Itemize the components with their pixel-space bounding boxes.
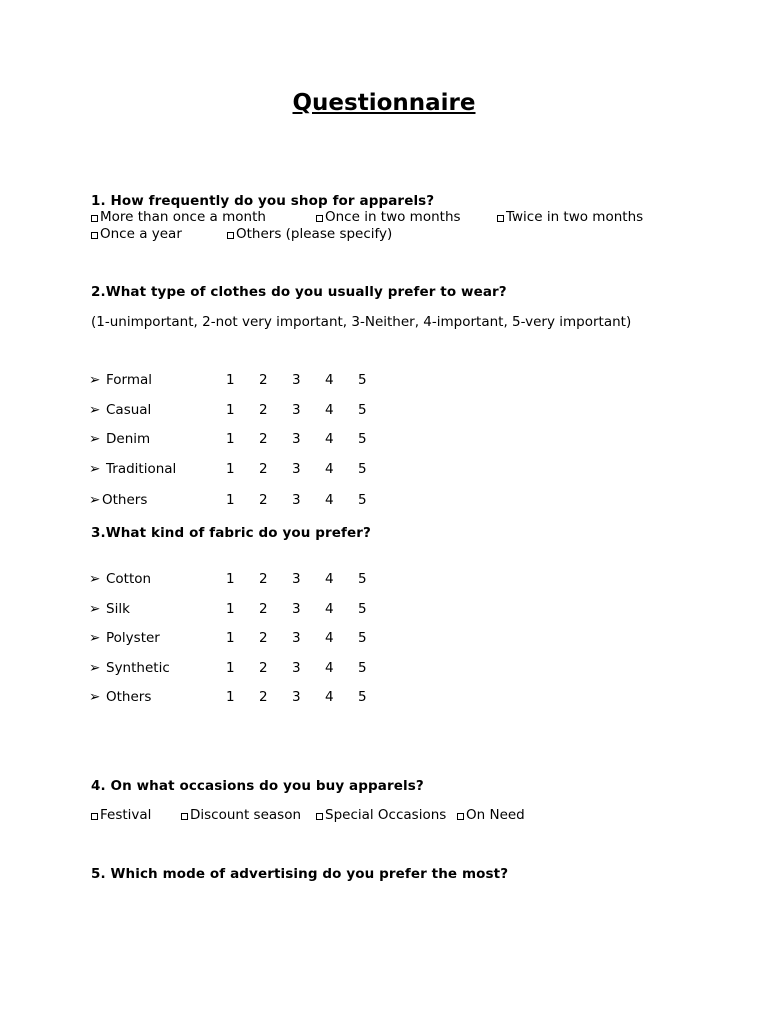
arrow-bullet-icon: ➢ bbox=[89, 402, 101, 418]
q2-item-label: Casual bbox=[106, 402, 152, 418]
rating-option-4[interactable]: 4 bbox=[325, 461, 334, 477]
q2-item-label: Denim bbox=[106, 431, 151, 447]
rating-option-4[interactable]: 4 bbox=[325, 689, 334, 705]
rating-option-1[interactable]: 1 bbox=[226, 431, 235, 447]
rating-option-3[interactable]: 3 bbox=[292, 461, 301, 477]
rating-option-2[interactable]: 2 bbox=[259, 601, 268, 617]
arrow-bullet-icon: ➢ bbox=[89, 431, 101, 447]
q3-row bbox=[0, 689, 768, 707]
rating-option-5[interactable]: 5 bbox=[358, 601, 367, 617]
q1-option-others[interactable]: Others (please specify) bbox=[227, 226, 392, 242]
rating-option-3[interactable]: 3 bbox=[292, 402, 301, 418]
rating-option-1[interactable]: 1 bbox=[226, 372, 235, 388]
rating-option-4[interactable]: 4 bbox=[325, 601, 334, 617]
rating-option-5[interactable]: 5 bbox=[358, 461, 367, 477]
checkbox-icon bbox=[91, 813, 98, 820]
rating-option-5[interactable]: 5 bbox=[358, 431, 367, 447]
checkbox-icon bbox=[91, 215, 98, 222]
rating-option-5[interactable]: 5 bbox=[358, 492, 367, 508]
q2-item-label: Formal bbox=[106, 372, 153, 388]
checkbox-icon bbox=[497, 215, 504, 222]
arrow-bullet-icon: ➢ bbox=[89, 492, 101, 508]
question-5: 5. Which mode of advertising do you prefer the most? bbox=[91, 866, 509, 882]
checkbox-icon bbox=[181, 813, 188, 820]
rating-option-4[interactable]: 4 bbox=[325, 630, 334, 646]
arrow-bullet-icon: ➢ bbox=[89, 372, 101, 388]
q3-row bbox=[0, 571, 768, 589]
rating-option-2[interactable]: 2 bbox=[259, 492, 268, 508]
q3-row bbox=[0, 660, 768, 678]
q3-row bbox=[0, 601, 768, 619]
q2-row bbox=[0, 431, 768, 449]
arrow-bullet-icon: ➢ bbox=[89, 571, 101, 587]
rating-option-4[interactable]: 4 bbox=[325, 660, 334, 676]
q2-item-label: Traditional bbox=[106, 461, 177, 477]
rating-option-5[interactable]: 5 bbox=[358, 660, 367, 676]
rating-option-5[interactable]: 5 bbox=[358, 571, 367, 587]
q2-row bbox=[0, 402, 768, 420]
rating-option-2[interactable]: 2 bbox=[259, 630, 268, 646]
checkbox-icon bbox=[316, 813, 323, 820]
rating-option-1[interactable]: 1 bbox=[226, 660, 235, 676]
rating-option-2[interactable]: 2 bbox=[259, 461, 268, 477]
rating-option-5[interactable]: 5 bbox=[358, 689, 367, 705]
arrow-bullet-icon: ➢ bbox=[89, 630, 101, 646]
rating-option-4[interactable]: 4 bbox=[325, 431, 334, 447]
rating-option-3[interactable]: 3 bbox=[292, 492, 301, 508]
rating-option-3[interactable]: 3 bbox=[292, 630, 301, 646]
arrow-bullet-icon: ➢ bbox=[89, 689, 101, 705]
q2-row bbox=[0, 492, 768, 510]
rating-option-3[interactable]: 3 bbox=[292, 689, 301, 705]
q3-item-label: Cotton bbox=[106, 571, 152, 587]
rating-option-5[interactable]: 5 bbox=[358, 402, 367, 418]
question-1: 1. How frequently do you shop for apparels? bbox=[91, 193, 435, 209]
rating-option-2[interactable]: 2 bbox=[259, 372, 268, 388]
checkbox-icon bbox=[316, 215, 323, 222]
rating-option-3[interactable]: 3 bbox=[292, 601, 301, 617]
q3-item-label: Others bbox=[106, 689, 152, 705]
q2-row bbox=[0, 461, 768, 479]
rating-option-4[interactable]: 4 bbox=[325, 492, 334, 508]
question-2: 2.What type of clothes do you usually prefer to wear? bbox=[91, 284, 507, 300]
rating-option-1[interactable]: 1 bbox=[226, 461, 235, 477]
rating-option-5[interactable]: 5 bbox=[358, 630, 367, 646]
rating-option-2[interactable]: 2 bbox=[259, 571, 268, 587]
question-3: 3.What kind of fabric do you prefer? bbox=[91, 525, 371, 541]
q4-option-on-need[interactable]: On Need bbox=[457, 807, 525, 823]
arrow-bullet-icon: ➢ bbox=[89, 461, 101, 477]
rating-option-1[interactable]: 1 bbox=[226, 571, 235, 587]
rating-option-4[interactable]: 4 bbox=[325, 372, 334, 388]
rating-option-3[interactable]: 3 bbox=[292, 660, 301, 676]
q3-item-label: Synthetic bbox=[106, 660, 170, 676]
q2-item-label: Others bbox=[102, 492, 148, 508]
rating-option-4[interactable]: 4 bbox=[325, 571, 334, 587]
checkbox-icon bbox=[227, 232, 234, 239]
rating-option-1[interactable]: 1 bbox=[226, 492, 235, 508]
rating-option-1[interactable]: 1 bbox=[226, 630, 235, 646]
rating-scale-note: (1-unimportant, 2-not very important, 3-Neither, 4-important, 5-very important) bbox=[91, 314, 632, 330]
q2-row bbox=[0, 372, 768, 390]
q3-item-label: Silk bbox=[106, 601, 130, 617]
checkbox-icon bbox=[91, 232, 98, 239]
rating-option-3[interactable]: 3 bbox=[292, 372, 301, 388]
q1-option-once-a-year[interactable]: Once a year bbox=[91, 226, 182, 242]
q1-option-more-than-once[interactable]: More than once a month bbox=[91, 209, 266, 225]
rating-option-2[interactable]: 2 bbox=[259, 431, 268, 447]
rating-option-3[interactable]: 3 bbox=[292, 431, 301, 447]
q4-option-special-occasions[interactable]: Special Occasions bbox=[316, 807, 446, 823]
rating-option-1[interactable]: 1 bbox=[226, 601, 235, 617]
q3-item-label: Polyster bbox=[106, 630, 160, 646]
checkbox-icon bbox=[457, 813, 464, 820]
q1-option-once-in-two-months[interactable]: Once in two months bbox=[316, 209, 461, 225]
rating-option-2[interactable]: 2 bbox=[259, 402, 268, 418]
rating-option-5[interactable]: 5 bbox=[358, 372, 367, 388]
q1-option-twice-in-two-months[interactable]: Twice in two months bbox=[497, 209, 643, 225]
page-title: Questionnaire bbox=[292, 90, 476, 116]
rating-option-4[interactable]: 4 bbox=[325, 402, 334, 418]
q4-option-festival[interactable]: Festival bbox=[91, 807, 151, 823]
rating-option-3[interactable]: 3 bbox=[292, 571, 301, 587]
rating-option-2[interactable]: 2 bbox=[259, 689, 268, 705]
q4-option-discount-season[interactable]: Discount season bbox=[181, 807, 301, 823]
arrow-bullet-icon: ➢ bbox=[89, 601, 101, 617]
question-4: 4. On what occasions do you buy apparels? bbox=[91, 778, 424, 794]
rating-option-2[interactable]: 2 bbox=[259, 660, 268, 676]
q3-row bbox=[0, 630, 768, 648]
rating-option-1[interactable]: 1 bbox=[226, 689, 235, 705]
arrow-bullet-icon: ➢ bbox=[89, 660, 101, 676]
rating-option-1[interactable]: 1 bbox=[226, 402, 235, 418]
